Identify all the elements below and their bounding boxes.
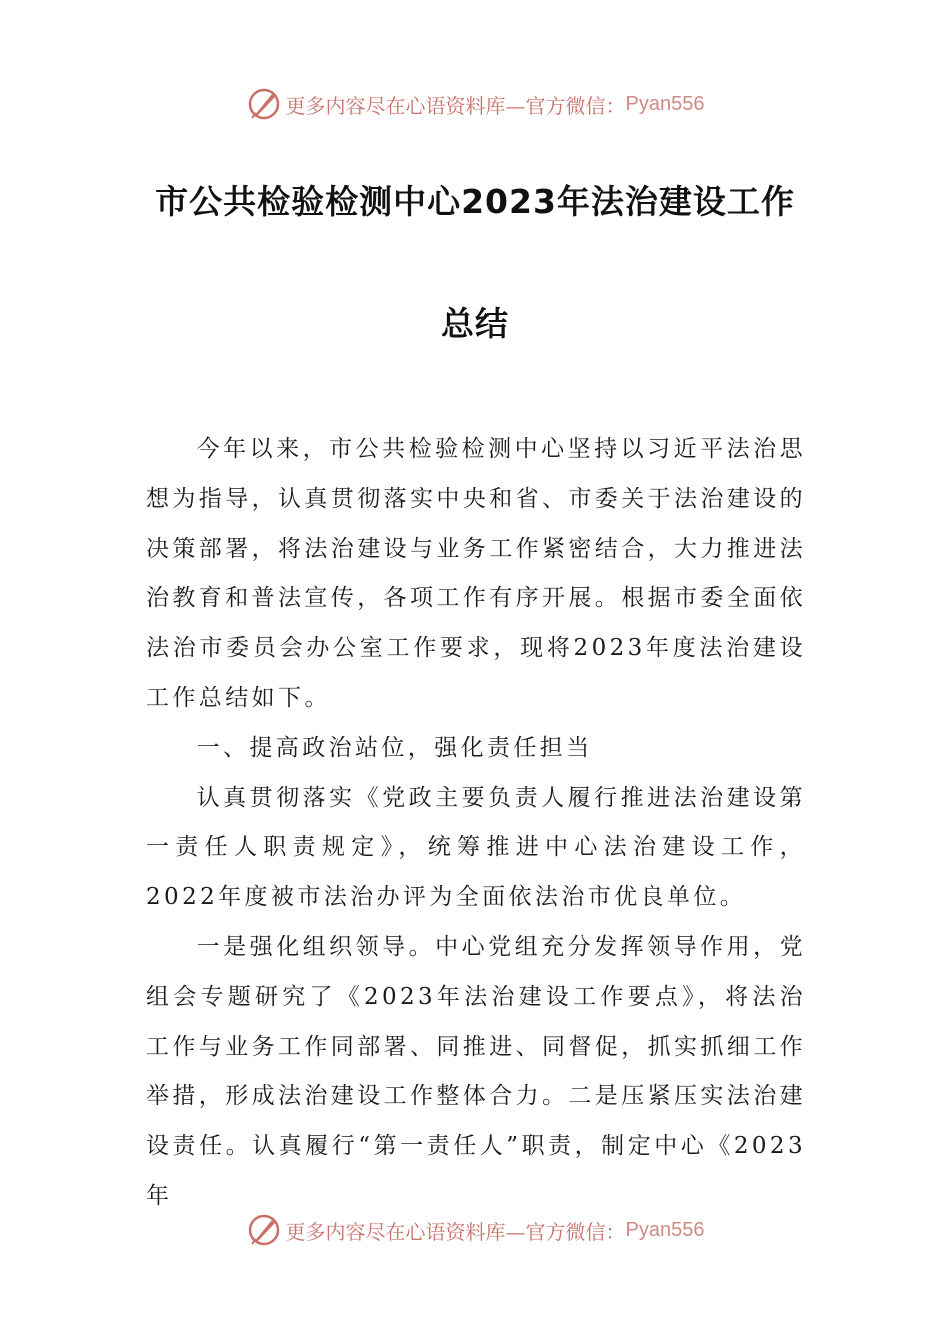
document-title-line-1: 市公共检验检测中心2023年法治建设工作: [155, 182, 795, 221]
document-body: [146, 425, 806, 1222]
section-heading-1: 一、提高政治站位，强化责任担当: [196, 734, 593, 761]
watermark-wechat-id: Pyan556: [625, 1218, 705, 1241]
paragraph-section-1: 认真贯彻落实《党政主要负责人履行推进法治建设第一责任人职责规定》，统筹推进中心法治建设工作，2022年度被市法治办评为全面依法治市优良单位。: [146, 784, 806, 911]
quill-logo-icon: [246, 86, 282, 122]
paragraph-intro: 今年以来，市公共检验检测中心坚持以习近平法治思想为指导，认真贯彻落实中央和省、市委关于法治建设的决策部署，将法治建设与业务工作紧密结合，大力推进法治教育和普法宣传，各项工作有序开展。根据市委全面依法治市委员会办公室工作要求，现将2023年度法治建设工作总结如下。: [146, 436, 806, 711]
watermark-text: 更多内容尽在心语资料库—官方微信：: [285, 1219, 626, 1244]
document-title-line-2: 总结: [441, 304, 509, 343]
watermark-wechat-id: Pyan556: [625, 92, 705, 115]
header-watermark: [0, 84, 950, 124]
quill-logo-icon: [246, 1212, 282, 1248]
footer-watermark: [0, 1210, 950, 1250]
paragraph-organization: 一是强化组织领导。中心党组充分发挥领导作用，党组会专题研究了《2023年法治建设工作要点》，将法治工作与业务工作同部署、同推进、同督促，抓实抓细工作举措，形成法治建设工作整体合力。二是压紧压实法治建设责任。认真履行“第一责任人”职责，制定中心《2023年: [146, 933, 806, 1209]
watermark-text: 更多内容尽在心语资料库—官方微信：: [285, 93, 626, 118]
